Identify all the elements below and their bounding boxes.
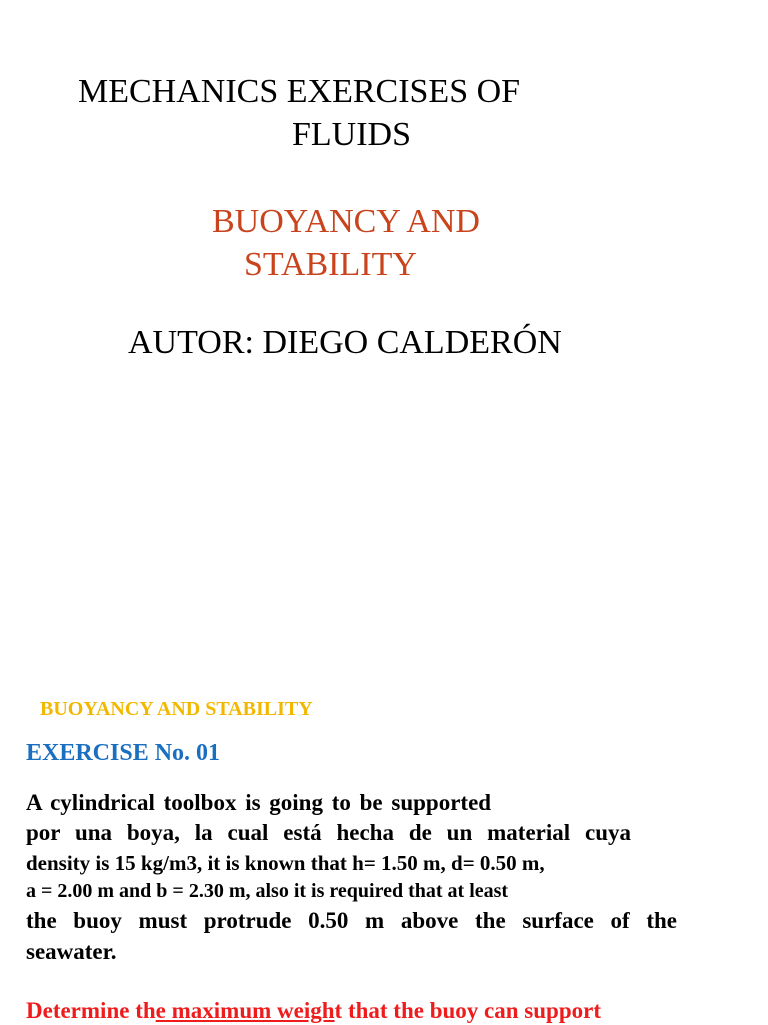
exercise-text-line-1: A cylindrical toolbox is going to be supported [26, 790, 492, 815]
question [26, 997, 601, 1025]
exercise-text-line-5: the buoy must protrude 0.50 m above the surface of the [26, 908, 677, 933]
exercise-text-line-2: por una boya, la cual está hecha de un material cuya [26, 820, 631, 845]
title-line-1: MECHANICS EXERCISES OF [78, 73, 521, 110]
author: AUTOR: DIEGO CALDERÓN [128, 324, 562, 361]
subtitle-line-1: BUOYANCY AND [212, 203, 480, 240]
exercise-text-line-4: a = 2.00 m and b = 2.30 m, also it is required that at least [26, 880, 509, 902]
question-part-1: Determine th [26, 998, 156, 1023]
title-line-2: FLUIDS [292, 116, 412, 153]
exercise-text-line-3: density is 15 kg/m3, it is known that h= 1.50 m, d= 0.50 m, [26, 851, 545, 875]
exercise-text-line-6: seawater. [26, 939, 117, 964]
subtitle-line-2: STABILITY [244, 246, 417, 283]
section-title: BUOYANCY AND STABILITY [40, 698, 313, 720]
exercise-number: EXERCISE No. 01 [26, 740, 221, 766]
question-underlined-part: e maximum weigh [155, 998, 335, 1023]
question-part-3: t that the buoy can support [334, 998, 601, 1023]
